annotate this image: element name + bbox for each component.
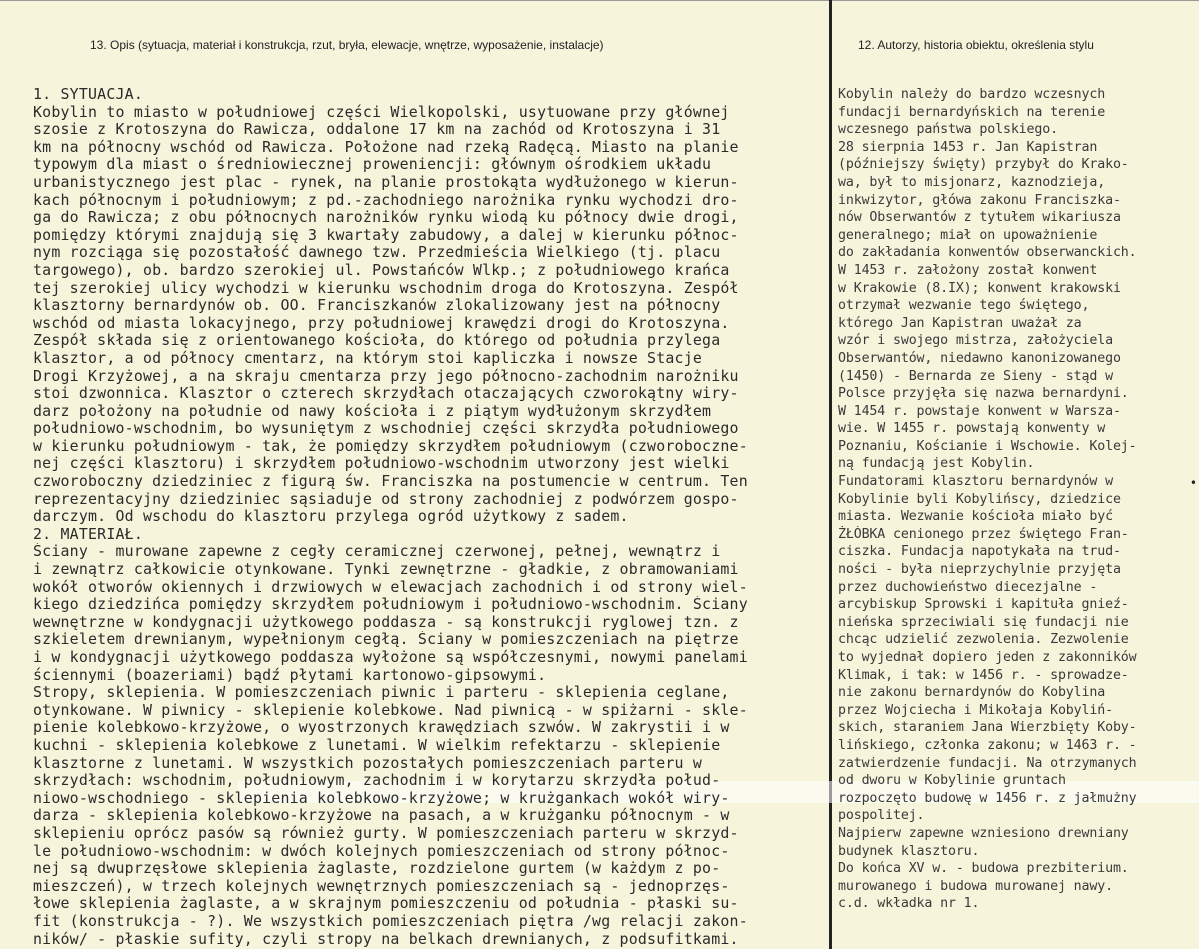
description-line: wokół otworów okiennych i drzwiowych w elewacjach zachodnich i od strony wiel-: [33, 578, 748, 596]
description-line: klasztorny bernardynów ob. OO. Franciszkanów zlokalizowany jest na północny: [33, 297, 721, 315]
description-line: nym rozciąga się pozostałość dawnego tzw. Przedmieścia Wielkiego (tj. placu: [33, 244, 721, 262]
history-line: Do końca XV w. - budowa prezbiterium.: [838, 861, 1129, 877]
history-line: Polsce przyjęła się nazwa bernardyni.: [838, 386, 1129, 402]
description-line: nej części klasztoru) i skrzydłem południowo-wschodnim utworzony jest wielki: [33, 455, 730, 473]
history-line: chcąc udzielić zezwolenia. Zezwolenie: [838, 632, 1129, 648]
history-line: nów Obserwantów z tytułem wikariusza: [838, 210, 1121, 226]
history-line: inkwizytor, główa zakonu Franciszka-: [838, 192, 1121, 208]
history-line: rozpoczęto budowę w 1456 r. z jałmużny: [838, 790, 1137, 806]
history-line: Najpierw zapewne wzniesiono drewniany: [838, 825, 1129, 841]
description-line: ściennymi (boazeriami) bądź płytami kartonowo-gipsowymi.: [33, 666, 547, 684]
description-line: stoi dzwonnica. Klasztor o czterech skrzydłach otaczających czworokątny wiry-: [33, 385, 739, 403]
history-text-column: [838, 86, 1198, 913]
description-line: klasztor, a od północy cmentarz, na którym stoi kapliczka i nowsze Stacje: [33, 349, 703, 367]
history-line: ności - była nieprzychylnie przyjęta: [838, 562, 1121, 578]
description-line: skrzydłach: wschodnim, południowym, zachodnim i w korytarzu skrzydła połud-: [33, 772, 721, 790]
description-line: urbanistycznego jest plac - rynek, na planie prostokąta wydłużonego w kierun-: [33, 173, 739, 191]
description-line: Ściany - murowane zapewne z cegły ceramicznej czerwonej, pełnej, wewnątrz i: [33, 543, 721, 561]
description-line: wewnętrzne w kondygnacji użytkowego poddasza - są konstrukcji ryglowej tzn. z: [33, 613, 739, 631]
description-line: pomiędzy którymi znajdują się 3 kwartały zabudowy, a dalej w kierunku północ-: [33, 226, 739, 244]
description-line: niowo-wschodniego - sklepienia kolebkowo-krzyżowe; w krużgankach wokół wiry-: [33, 789, 730, 807]
history-line: Klimak, i tak: w 1456 r. - sprowadze-: [838, 667, 1129, 683]
history-line: murowanego i budowa murowanej nawy.: [838, 878, 1113, 894]
history-line: w Krakowie (8.IX); konwent krakowski: [838, 280, 1121, 296]
history-line: lińskiego, członka zakonu; w 1463 r. -: [838, 737, 1137, 753]
history-line: c.d. wkładka nr 1.: [838, 896, 980, 912]
history-line: do zakładania konwentów obserwanckich.: [838, 245, 1137, 261]
history-line: Kobylin należy do bardzo wczesnych: [838, 87, 1106, 102]
history-line: przez Wojciecha i Mikołaja Kobyliń-: [838, 702, 1113, 718]
column-divider: [829, 0, 832, 949]
history-line: od dworu w Kobylinie gruntach: [838, 773, 1066, 789]
description-line: otynkowane. W piwnicy - sklepienie kolebkowe. Nad piwnicą - w spiżarni - skle-: [33, 701, 748, 719]
description-line: darczym. Od wschodu do klasztoru przylega ogród użytkowy z sadem.: [33, 508, 629, 526]
description-line: 1. SYTUACJA.: [33, 86, 143, 103]
history-line: W 1453 r. założony został konwent: [838, 262, 1098, 278]
description-line: sklepieniu oprócz pasów są również gurty. W pomieszczeniach parteru w skrzyd-: [33, 824, 739, 842]
description-line: ników/ - płaskie sufity, czyli stropy na belkach drewnianych, z podsufitkami.: [33, 930, 739, 948]
history-line: budynek klasztoru.: [838, 843, 980, 859]
description-line: Kobylin to miasto w południowej części Wielkopolski, usytuowane przy głównej: [33, 103, 730, 121]
history-line: Kobylinie byli Kobylińscy, dziedzice: [838, 491, 1121, 507]
history-line: ŻŁÓBKA cenionego przez świętego Fran-: [838, 526, 1129, 542]
description-line: tej szerokiej ulicy wychodzi w kierunku wschodnim droga do Krotoszyna. Zespół: [33, 279, 739, 297]
history-line: nie zakonu bernardynów do Kobylina: [838, 685, 1106, 701]
description-line: i w kondygnacji użytkowego poddasza wyłożone są współczesnymi, nowymi panelami: [33, 649, 748, 666]
history-line: nieńska sprzeciwiali się fundacji nie: [838, 614, 1129, 630]
history-line: przez duchowieństwo diecezjalne -: [838, 579, 1098, 595]
history-line: generalnego; miał on upoważnienie: [838, 227, 1098, 243]
description-line: szosie z Krotoszyna do Rawicza, oddalone 17 km na zachód od Krotoszyna i 31: [33, 121, 721, 139]
description-text-column: [33, 86, 829, 948]
history-line: Poznaniu, Kościanie i Wschowie. Kolej-: [838, 438, 1137, 454]
description-line: le południowo-wschodnim: w dwóch kolejnych pomieszczeniach od strony północ-: [33, 842, 730, 860]
description-line: kiego dziedzińca pomiędzy skrzydłem południowym i południowo-wschodnim. Ściany: [33, 596, 748, 614]
history-line: wa, był to misjonarz, kaznodzieja,: [838, 174, 1106, 190]
section-12-header: 12. Autorzy, historia obiektu, określenia stylu: [858, 38, 1094, 52]
section-13-header: 13. Opis (sytuacja, materiał i konstrukcja, rzut, bryła, elewacje, wnętrze, wyposażenie, instalacje): [90, 38, 604, 52]
description-line: w kierunku południowym - tak, że pomiędzy skrzydłem południowym (czworoboczne-: [33, 437, 748, 455]
history-line: (późniejszy święty) przybył do Krako-: [838, 157, 1129, 173]
top-edge-line: [0, 0, 1199, 1]
description-line: fit (konstrukcja - ?). We wszystkich pomieszczeniach piętra /wg relacji zakon-: [33, 912, 748, 930]
description-line: ga do Rawicza; z obu północnych narożników rynku wiodą ku północy dwie drogi,: [33, 209, 739, 227]
description-line: mieszczeń), w trzech kolejnych wewnętrznych pomieszczeniach są - jednoprzęs-: [33, 877, 730, 895]
description-line: Stropy, sklepienia. W pomieszczeniach piwnic i parteru - sklepienia ceglane,: [33, 684, 730, 702]
history-line: miasta. Wezwanie kościoła miało być: [838, 509, 1113, 525]
history-line: skich, staraniem Jana Wierzbięty Koby-: [838, 720, 1137, 736]
history-line: to wyjednał dopiero jeden z zakonników: [838, 650, 1137, 665]
history-line: pospolitej.: [838, 808, 925, 824]
history-line: zatwierdzenie fundacji. Na otrzymanych: [838, 755, 1137, 771]
description-line: nej są dwuprzęsłowe sklepienia żaglaste, rozdzielone gurtem (w każdym z po-: [33, 860, 721, 878]
history-line: arcybiskup Sprowski i kapituła gnieź-: [838, 597, 1129, 613]
description-line: łowe sklepienia żaglaste, a w skrajnym pomieszczeniu od południa - płaski su-: [33, 895, 739, 913]
description-line: Drogi Krzyżowej, a na skraju cmentarza przy jego północno-zachodnim narożniku: [33, 367, 739, 385]
description-line: 2. MATERIAŁ.: [33, 525, 143, 543]
history-line: 28 sierpnia 1453 r. Jan Kapistran: [838, 139, 1098, 155]
description-line: targowego), ob. bardzo szerokiej ul. Powstańców Wlkp.; z południowego krańca: [33, 261, 730, 279]
description-line: typowym dla miast o średniowiecznej proweniencji: głównym ośrodkiem układu: [33, 156, 712, 174]
description-line: i zewnątrz całkowicie otynkowane. Tynki zewnętrzne - gładkie, z obramowaniami: [33, 561, 739, 579]
history-line: ciszka. Fundacja napotykała na trud-: [838, 544, 1121, 560]
description-line: kuchni - sklepienia kolebkowe z lunetami. W wielkim refektarzu - sklepienie: [33, 736, 721, 754]
history-line: wie. W 1455 r. powstają konwenty w: [838, 421, 1106, 437]
description-line: południowo-wschodnim, bo wysuniętym z wschodniej części skrzydła południowego: [33, 420, 739, 438]
history-line: W 1454 r. powstaje konwent w Warsza-: [838, 403, 1121, 419]
description-line: darz położony na południe od nawy kościoła i z piątym wydłużonym skrzydłem: [33, 402, 712, 420]
description-line: reprezentacyjny dziedziniec sąsiaduje od strony zachodniej z podwórzem gospo-: [33, 490, 739, 508]
description-line: szkieletem drewnianym, wypełnionym cegłą. Ściany w pomieszczeniach na piętrze: [33, 631, 739, 649]
history-line: Fundatorami klasztoru bernardynów w: [838, 474, 1113, 490]
description-line: kach północnym i południowym; z pd.-zachodniego narożnika rynku wychodzi dro-: [33, 191, 739, 209]
description-line: pienie kolebkowo-krzyżowe, o wyostrzonych krawędziach szwów. W zakrystii i w: [33, 719, 730, 737]
history-line: Obserwantów, niedawno kanonizowanego: [838, 350, 1121, 366]
history-line: którego Jan Kapistran uważał za: [838, 315, 1082, 331]
history-line: wzór i swojego mistrza, założyciela: [838, 333, 1113, 349]
margin-bullet-mark: •: [1189, 476, 1197, 490]
description-line: czworoboczny dziedziniec z figurą św. Franciszka na postumencie w centrum. Ten: [33, 473, 748, 491]
description-line: wschód od miasta lokacyjnego, przy południowej krawędzi drogi do Krotoszyna.: [33, 314, 730, 332]
description-line: darza - sklepienia kolebkowo-krzyżowe na pasach, a w krużganku północnym - w: [33, 807, 730, 825]
description-line: klasztorne z lunetami. W wszystkich pozostałych pomieszczeniach parteru w: [33, 754, 703, 772]
history-line: otrzymał wezwanie tego świętego,: [838, 298, 1090, 314]
history-line: fundacji bernardyńskich na terenie: [838, 104, 1106, 120]
description-line: km na północny wschód od Rawicza. Położone nad rzeką Radęcą. Miasto na planie: [33, 138, 739, 156]
description-line: Zespół składa się z orientowanego kościoła, do którego od południa przylega: [33, 332, 721, 350]
history-line: wczesnego państwa polskiego.: [838, 122, 1058, 138]
history-line: (1450) - Bernarda ze Sieny - stąd w: [838, 368, 1113, 384]
history-line: ną fundacją jest Kobylin.: [838, 456, 1035, 472]
